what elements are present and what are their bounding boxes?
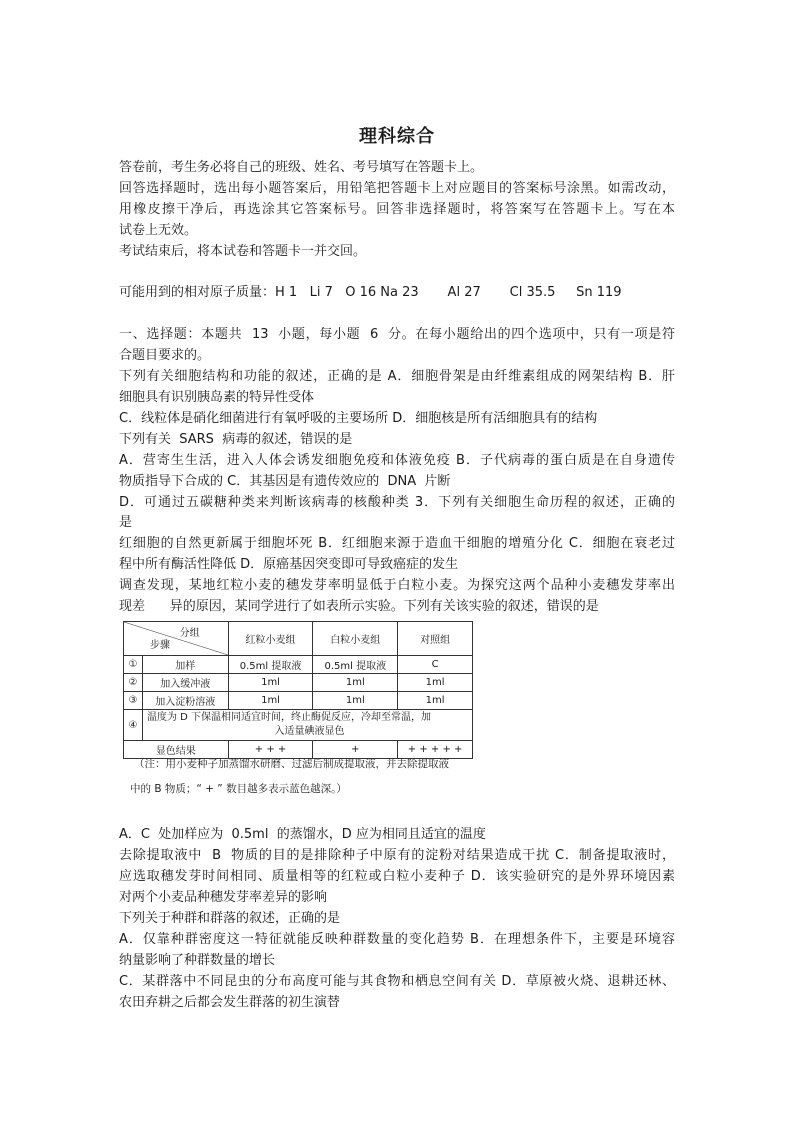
question-line: 现差 异的原因，某同学进行了如表所示实验。下列有关该实验的叙述，错误的是 — [119, 599, 599, 614]
question-line: 下列有关 SARS 病毒的叙述，错误的是 — [119, 432, 353, 447]
step-label: 加入缓冲液 — [142, 674, 228, 692]
atomic-mass-line: 可能用到的相对原子质量：H 1 Li 7 O 16 Na 23 Al 27 Cl 35.5 Sn 119 — [119, 285, 622, 300]
question-line: 去除提取液中 B 物质的目的是排除种子中原有的淀粉对结果造成干扰 C．制备提取液时， — [119, 848, 675, 863]
table-cell: 0.5ml 提取液 — [228, 656, 313, 674]
question-line: D．可通过五碳糖种类来判断该病毒的核酸种类 3．下列有关细胞生命历程的叙述，正确的 — [119, 495, 675, 510]
question-line: 调查发现，某地红粒小麦的穗发芽率明显低于白粒小麦。为探究这两个品种小麦穗发芽率出 — [119, 578, 675, 593]
question-line: 下列关于种群和群落的叙述，正确的是 — [119, 911, 341, 926]
table-row — [124, 674, 473, 692]
table-corner-header — [124, 622, 229, 656]
instruction-line: 试卷上无效。 — [119, 223, 198, 238]
table-cell: 1ml — [228, 692, 313, 710]
question-line: 下列有关细胞结构和功能的叙述，正确的是 A．细胞骨架是由纤维素组成的网架结构 B．肝 — [119, 369, 675, 384]
table-row — [124, 692, 473, 710]
instruction-line: 答卷前，考生务必将自己的班级、姓名、考号填写在答题卡上。 — [119, 160, 484, 175]
question-line: 农田弃耕之后都会发生群落的初生演替 — [119, 995, 341, 1010]
table-cell: 1ml — [228, 674, 313, 692]
result-cell: + + + + + — [398, 741, 473, 759]
step-number: ④ — [124, 710, 143, 741]
experiment-table — [123, 621, 473, 759]
question-line: 应选取穗发芽时间相同、质量相等的红粒或白粒小麦种子 D．该实验研究的是外界环境因素 — [119, 869, 675, 884]
section-heading: 合题目要求的。 — [119, 348, 211, 363]
result-label: 显色结果 — [124, 741, 229, 759]
section-heading: 一、选择题：本题共 13 小题，每小题 6 分。在每小题给出的四个选项中，只有一项是符 — [119, 327, 675, 342]
page-title: 理科综合 — [359, 126, 435, 147]
instruction-line: 回答选择题时，选出每小题答案后，用铅笔把答题卡上对应题目的答案标号涂黑。如需改动， — [119, 181, 675, 196]
table-cell: 1ml — [313, 674, 398, 692]
step-number: ② — [124, 674, 143, 692]
step-label: 加样 — [142, 656, 228, 674]
column-header: 白粒小麦组 — [313, 622, 398, 656]
table-cell: 1ml — [398, 692, 473, 710]
question-line: A．仅靠种群密度这一特征就能反映种群数量的变化趋势 B．在理想条件下，主要是环境容 — [119, 932, 675, 947]
header-group-label: 分组 — [179, 628, 200, 639]
question-line: A．C 处加样应为 0.5ml 的蒸馏水，D 应为相同且适宜的温度 — [119, 827, 486, 842]
table-row — [124, 741, 473, 759]
question-line: 细胞具有识别胰岛素的特异性受体 — [119, 390, 315, 405]
column-header: 红粒小麦组 — [228, 622, 313, 656]
column-header: 对照组 — [398, 622, 473, 656]
question-line: 是 — [119, 515, 133, 530]
question-line: 红细胞的自然更新属于细胞坏死 B．红细胞来源于造血干细胞的增殖分化 C．细胞在衰老过 — [119, 536, 675, 551]
question-line: C．某群落中不同昆虫的分布高度可能与其食物和栖息空间有关 D．草原被火烧、退耕还林、 — [119, 974, 675, 989]
question-line: 物质指导下合成的 C．其基因是有遗传效应的 DNA 片断 — [119, 474, 451, 489]
table-cell: C — [398, 656, 473, 674]
question-line: A．营寄生生活，进入人体会诱发细胞免疫和体液免疫 B．子代病毒的蛋白质是在自身遗传 — [119, 453, 675, 468]
question-line: C．线粒体是硝化细菌进行有氧呼吸的主要场所 D．细胞核是所有活细胞具有的结构 — [119, 411, 598, 426]
table-note: （注：用小麦种子加蒸馏水研磨、过滤后制成提取液，并去除提取液 — [134, 758, 449, 770]
table-cell: 0.5ml 提取液 — [313, 656, 398, 674]
question-line: 程中所有酶活性降低 D．原癌基因突变即可导致癌症的发生 — [119, 557, 459, 572]
result-cell: + — [313, 741, 398, 759]
result-cell: + + + — [228, 741, 313, 759]
question-line: 纳量影响了种群数量的增长 — [119, 953, 276, 968]
step-label: 加入淀粉溶液 — [142, 692, 228, 710]
step-number: ① — [124, 656, 143, 674]
merged-step-cell — [142, 710, 472, 741]
merged-step-text: 入适量碘液显色 — [274, 726, 345, 737]
header-step-label: 步骤 — [150, 640, 170, 651]
table-row — [124, 656, 473, 674]
table-note: 中的 B 物质；“ + ” 数目越多表示蓝色越深。） — [130, 783, 347, 795]
merged-step-text: 温度为 D 下保温相同适宜时间，终止酶促反应，冷却至常温，加 — [146, 712, 432, 723]
table-cell: 1ml — [313, 692, 398, 710]
question-line: 对两个小麦品种穗发芽率差异的影响 — [119, 890, 328, 905]
instruction-line: 考试结束后，将本试卷和答题卡一并交回。 — [119, 244, 367, 259]
table-row — [124, 710, 473, 741]
step-number: ③ — [124, 692, 143, 710]
instruction-line: 用橡皮擦干净后，再选涂其它答案标号。回答非选择题时，将答案写在答题卡上。写在本 — [119, 202, 675, 217]
table-cell: 1ml — [398, 674, 473, 692]
